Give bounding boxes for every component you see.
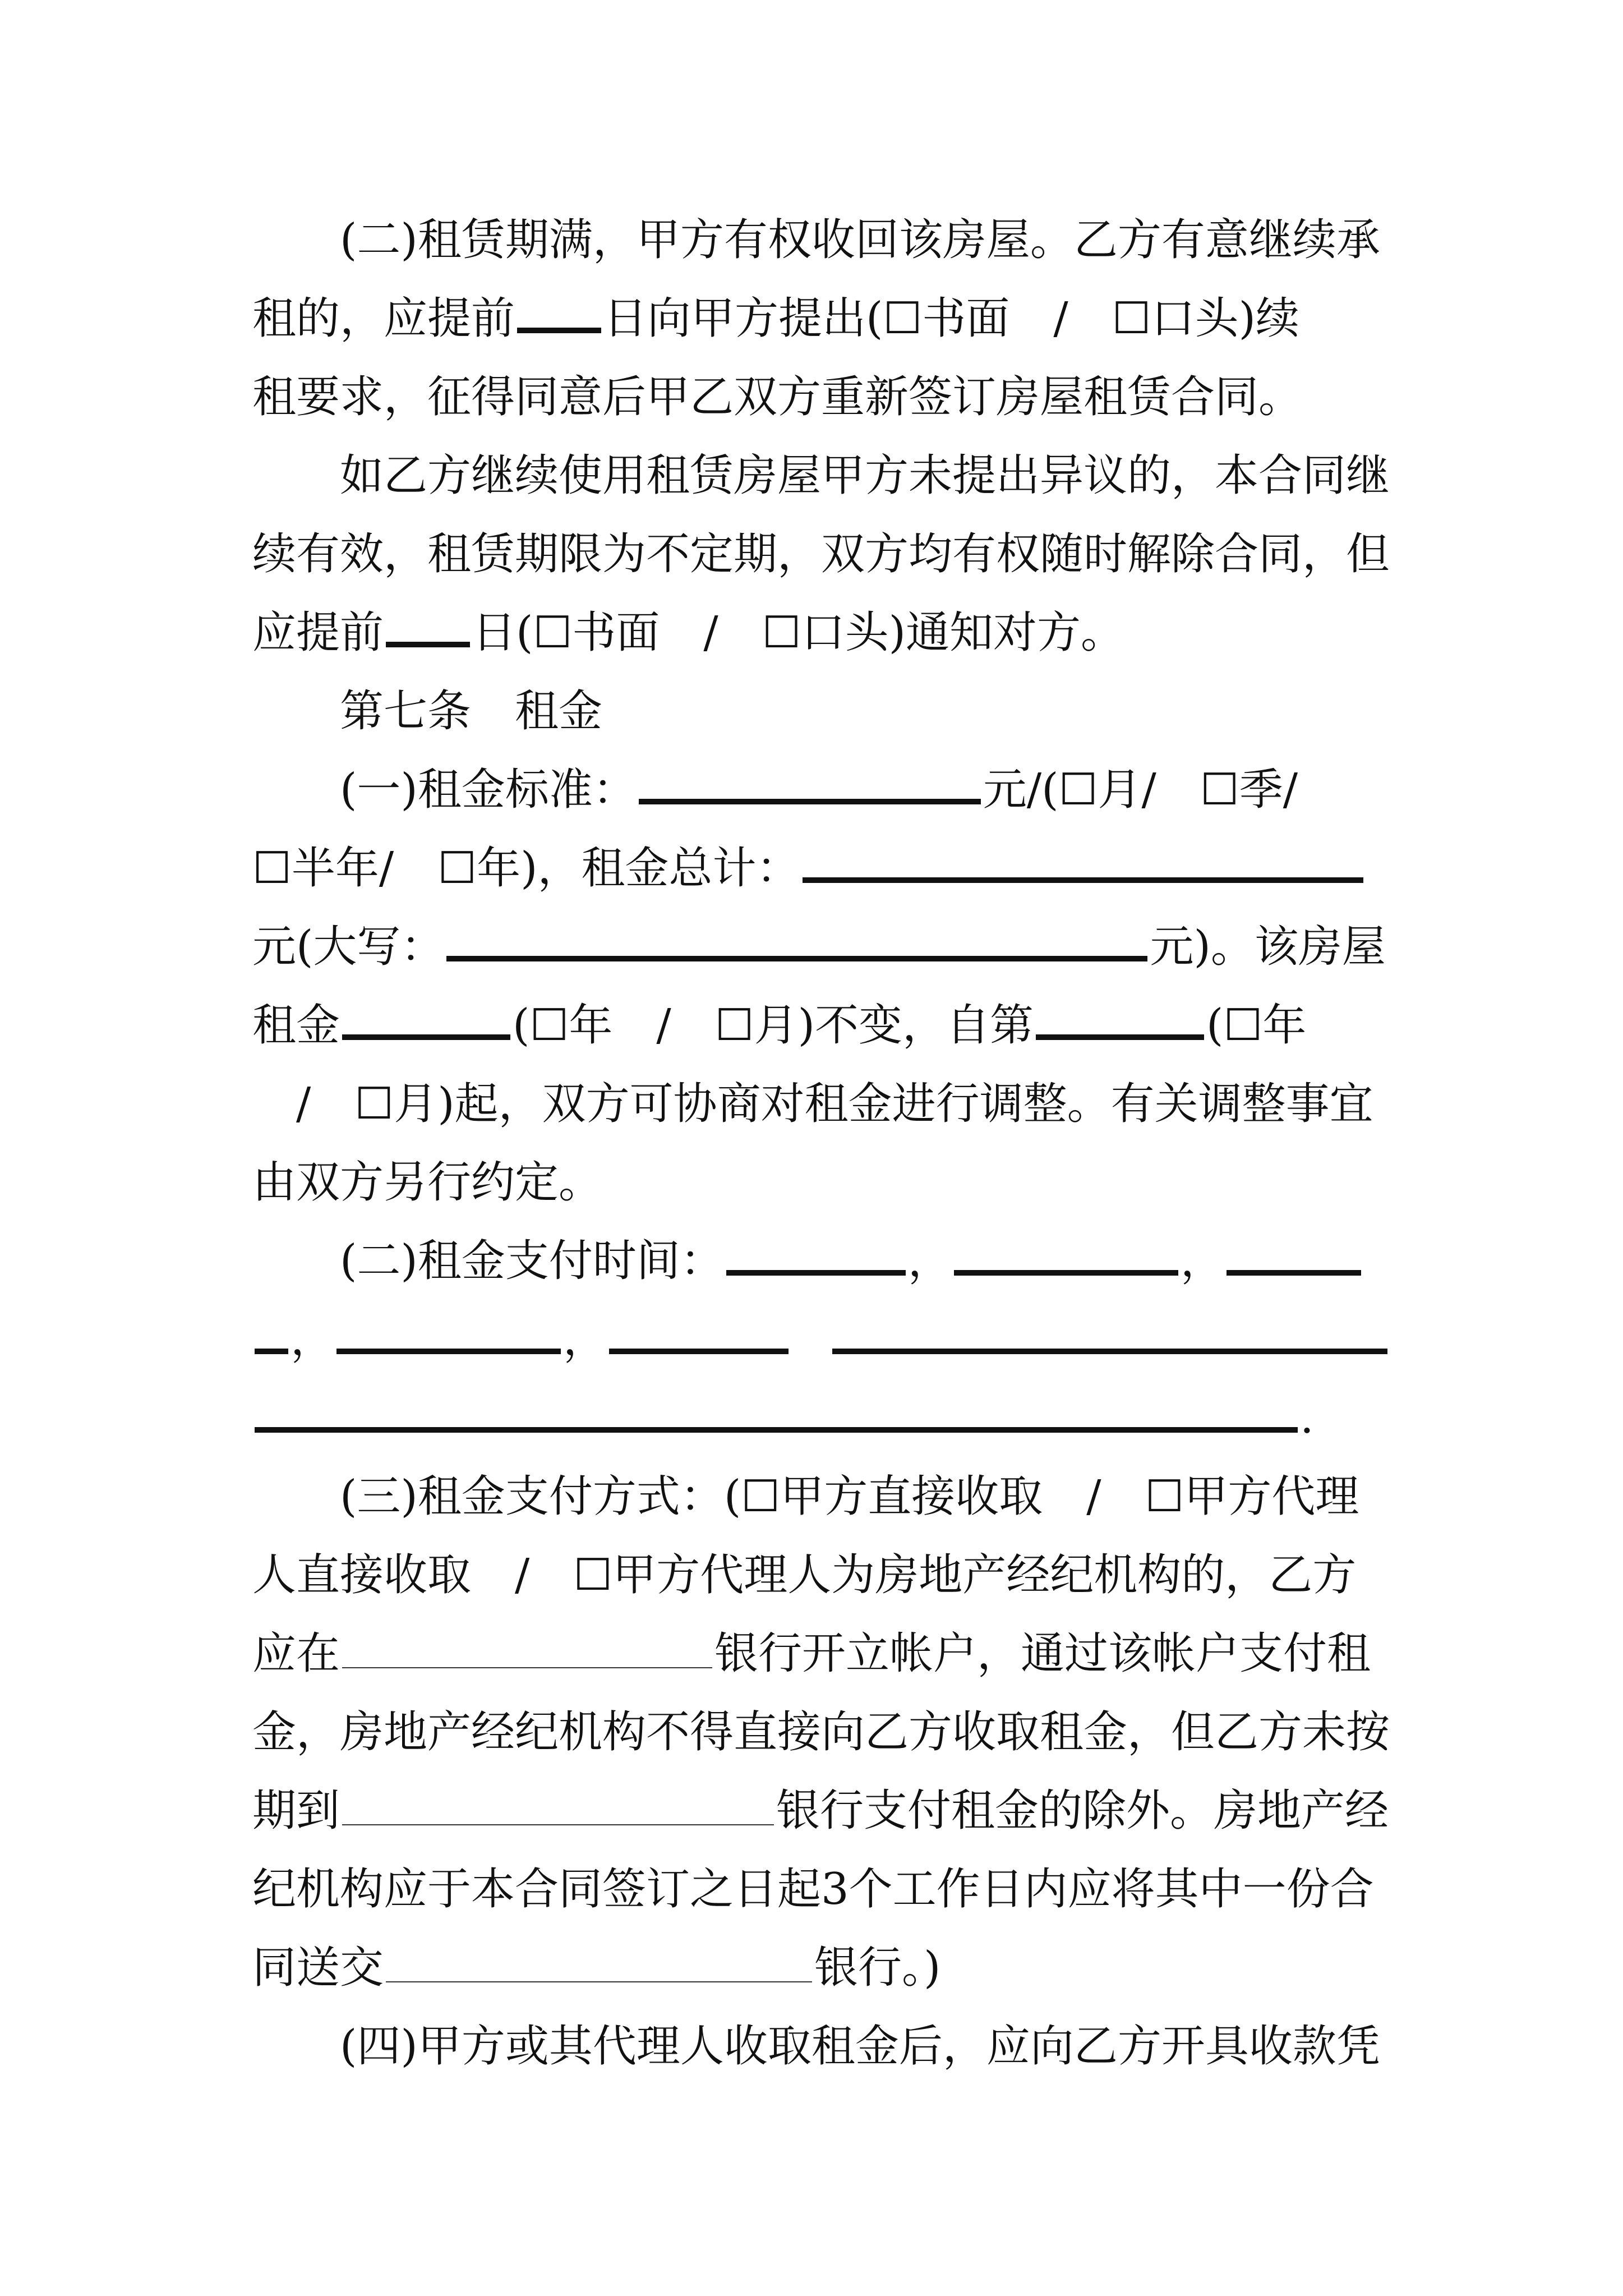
text-line <box>252 1861 1374 1917</box>
payment-date-blank[interactable] <box>954 1270 1178 1276</box>
fill-in-blank[interactable] <box>517 328 601 333</box>
text-segment: 纪机构应于本合同签订之日起3个工作日内应将其中一份合 <box>252 1864 1374 1915</box>
text-segment: 如乙方继续使用租赁房屋甲方未提出异议的，本合同继 <box>340 450 1390 501</box>
text-segment: (四)甲方或其代理人收取租金后，应向乙方开具收款凭 <box>340 2021 1380 2072</box>
text-segment: ， <box>907 1236 952 1286</box>
rent-total-blank[interactable] <box>803 877 1363 883</box>
text-line <box>252 840 1366 896</box>
text-line <box>252 1626 1371 1682</box>
payment-date-blank[interactable] <box>726 1270 906 1276</box>
text-line <box>340 1233 1363 1289</box>
text-line <box>252 1312 1390 1368</box>
text-segment: ， <box>1180 1236 1224 1286</box>
payment-date-blank[interactable] <box>832 1349 1387 1354</box>
text-segment: 金，房地产经纪机构不得直接向乙方收取租金，但乙方未按 <box>252 1707 1390 1757</box>
text-segment: / ☐月)起，双方可协商对租金进行调整。有关调整事宜 <box>252 1079 1373 1129</box>
text-line <box>252 1390 1314 1446</box>
bank-name-blank[interactable] <box>342 1824 774 1825</box>
text-segment: (三)租金支付方式：(☐甲方直接收取 / ☐甲方代理 <box>340 1471 1359 1522</box>
payment-date-blank[interactable] <box>1227 1270 1361 1276</box>
text-segment: 银行支付租金的除外。房地产经 <box>776 1786 1389 1836</box>
payment-date-blank[interactable] <box>609 1349 789 1354</box>
text-segment: 应提前 <box>252 608 384 658</box>
text-segment: 同送交 <box>252 1943 384 1993</box>
text-line <box>340 448 1390 504</box>
text-segment: 租的，应提前 <box>252 293 515 344</box>
text-segment: 银行。) <box>814 1943 941 1993</box>
text-segment: 元)。该房屋 <box>1150 922 1386 972</box>
text-line <box>252 1154 602 1211</box>
text-segment: (二)租赁期满，甲方有权收回该房屋。乙方有意继续承 <box>340 215 1380 265</box>
text-line <box>252 526 1390 582</box>
rent-standard-blank[interactable] <box>639 799 981 804</box>
bank-name-blank[interactable] <box>342 1667 712 1668</box>
text-segment: . <box>1300 1393 1314 1443</box>
text-line <box>252 605 1124 661</box>
text-line <box>340 212 1380 268</box>
fill-in-blank[interactable] <box>1036 1034 1204 1040</box>
text-segment: 人直接收取 / ☐甲方代理人为房地产经纪机构的，乙方 <box>252 1550 1357 1600</box>
text-line <box>340 762 1298 818</box>
text-line <box>252 919 1386 975</box>
text-line <box>252 1076 1373 1132</box>
text-line <box>252 1547 1356 1603</box>
text-segment: 应在 <box>252 1628 340 1679</box>
text-segment: 日(☐书面 / ☐口头)通知对方。 <box>472 608 1125 658</box>
text-line <box>340 1469 1359 1525</box>
text-line <box>252 1783 1389 1839</box>
text-segment: (☐年 / ☐月)不变，自第 <box>513 1000 1034 1051</box>
text-line <box>340 2018 1380 2074</box>
text-segment: 日向甲方提出(☐书面 / ☐口头)续 <box>603 293 1300 344</box>
text-line <box>252 1940 940 1996</box>
article-heading <box>340 683 602 739</box>
text-segment: 第七条 租金 <box>340 686 603 737</box>
text-segment: 租金 <box>252 1000 340 1051</box>
text-segment: ☐半年/ ☐年)，租金总计： <box>252 843 800 894</box>
text-segment: ， <box>291 1314 335 1365</box>
text-segment: (一)租金标准： <box>340 765 637 815</box>
payment-date-blank[interactable] <box>336 1349 561 1354</box>
text-segment: 租要求，征得同意后甲乙双方重新签订房屋租赁合同。 <box>252 372 1303 422</box>
text-segment: 期到 <box>252 1786 340 1836</box>
text-segment: 银行开立帐户，通过该帐户支付租 <box>714 1628 1371 1679</box>
rent-total-words-blank[interactable] <box>446 956 1147 961</box>
text-line <box>252 291 1299 347</box>
text-segment: 续有效，租赁期限为不定期，双方均有权随时解除合同，但 <box>252 529 1390 579</box>
text-segment: (☐年 <box>1206 1000 1307 1051</box>
text-line <box>252 369 1302 425</box>
text-segment: (二)租金支付时间： <box>340 1236 724 1286</box>
text-line <box>252 997 1306 1053</box>
fill-in-blank[interactable] <box>386 642 470 647</box>
text-segment: 元(大写： <box>252 922 445 972</box>
text-segment: 由双方另行约定。 <box>252 1157 603 1208</box>
text-segment: 元/(☐月/ ☐季/ <box>983 765 1298 815</box>
text-line <box>252 1704 1390 1760</box>
text-segment: ， <box>563 1314 607 1365</box>
bank-name-blank[interactable] <box>386 1981 812 1982</box>
payment-date-blank[interactable] <box>255 1349 288 1354</box>
fill-in-blank[interactable] <box>342 1034 510 1040</box>
payment-date-blank[interactable] <box>255 1427 1298 1433</box>
